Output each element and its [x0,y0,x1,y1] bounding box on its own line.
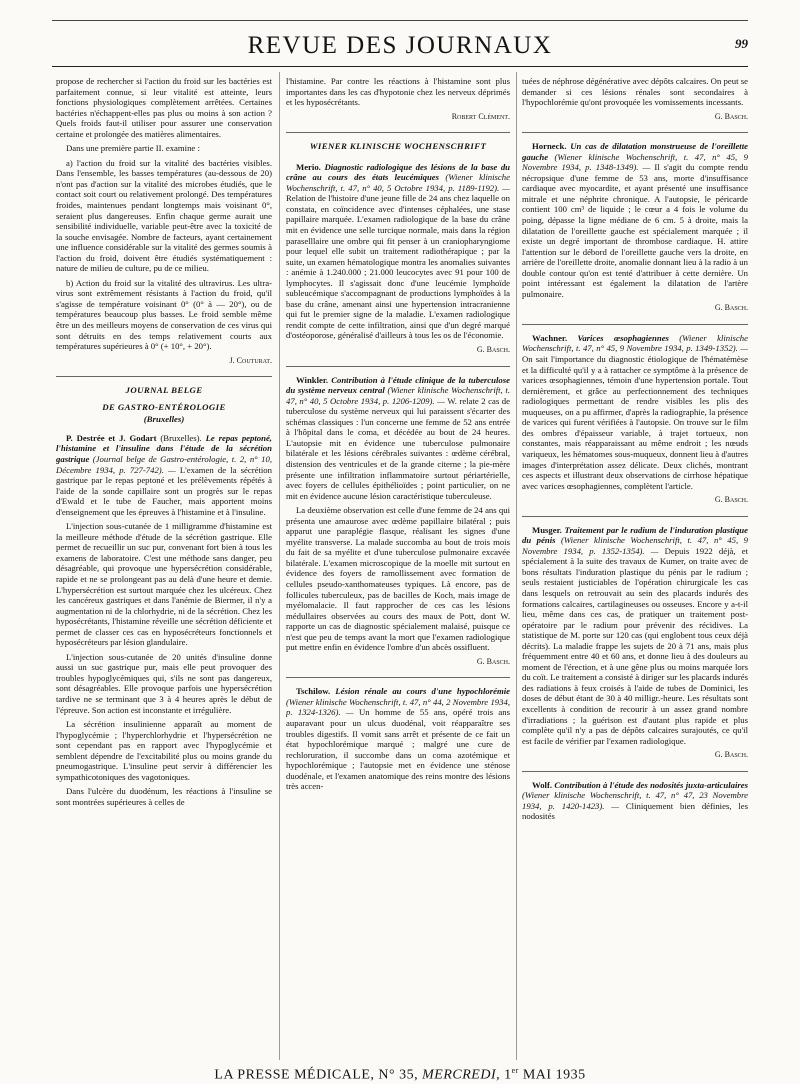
section-title: WIENER KLINISCHE WOCHENSCHRIFT [309,141,487,152]
article-text: On sait l'importance du diagnostic étiologique de l'hématémèse et la difficulté qu'il y a à rattacher ce symptôme à la présence de varices œsophagiennes, témoin d'une hypertension portale. Tout dernièrement, et grâce au perfectionnement des techniques radiologiques permettant de rendre visibles les plis des muqueuses, on a pu affirmer, d'après la radiographie, la présence de varices qui furent vérifiées à l'autopsie. On trouve sur le film des ombres d'épaisseur variable, à trajet tortueux, non constantes, mais réapparaissant au même endroit ; les nœuds variqueux, les hématomes sous-muqueux, donnent lieu à d'autres images d'interprétation assez délicate. Deux clichés, montrant ces aspects et illustrant deux observations de cirrhose hépatique avec varices œsophagiennes, complètent l'article. [522,354,748,491]
article-authors: P. Destrée et J. Godart [66,432,157,443]
article-title: Contribution à l'étude des nodosités juxta-articulaires [552,779,748,790]
article-reference: (Wiener klinische Wochenschrift, t. 47, n° 44, 2 Novembre 1934, p. 1324-1326). — [286,696,510,718]
page-footer [52,1066,748,1084]
paragraph: l'histamine. Par contre les réactions à l'histamine sont plus importantes dans les cas d'hypotonie chez les nerveux déprimés et les hyposécrétants. [286,76,510,108]
article-reference: (Wiener klinische Wochenschrift, t. 47, n° 47, 23 Novembre 1934, p. 1420-1423). — [522,790,748,811]
paragraph: b) Action du froid sur la vitalité des ultravirus. Les ultra-virus sont extrêmement résistants à l'action du froid, qu'il s'agisse de température voisinant 0° (0° à — 20°), ou de températures beaucoup plus basses. Le froid semble même être un des meilleurs moyens de conservation de ces virus qui sont détruits en des temps relativement courts aux températures supérieures à 0° (+ 10°, + 20°). [56,277,272,352]
page-number: 99 [735,36,748,51]
footer-date-num: 1 [504,1067,512,1083]
article-title: Le repas peptoné, l'histamine et l'insuline dans l'étude de la sécrétion gastrique [56,432,272,464]
column-3 [522,76,748,1064]
article-authors: Tschilow. [296,686,331,697]
article-authors: Horneck. [532,141,567,152]
article-rule [286,677,510,678]
article-reference: (Journal belge de Gastro-entérologie, t. 2, n° 10, Décembre 1934, p. 727-742). — [56,453,272,475]
section-subtitle: (Bruxelles) [143,414,185,425]
article-reference: (Wiener klinische Wochenschrift, t. 47, n° 45, 9 Novembre 1934, p. 1349-1352). — [522,332,748,354]
column-2 [286,76,510,1064]
article-text: Relation de l'histoire d'une jeune fille de 24 ans chez laquelle on constata, en coïncidence avec d'intenses céphalées, une stase papillaire marquée. L'examen radiologique de la base du crâne mit en évidence une selle turcique normale, mais dans la région paraselllaire une ombre qui fit penser à un craniopharyngiome pour lequel elle subit un traitement radiothérapique ; par la suite, un examen hématologique montra les anomalies suivantes : anémie à 1.240.000 ; 21.000 leucocytes avec 91 pour 100 de lymphocytes. Il s'agissait donc d'une leucémie lymphoïde subleucémique s'accompagnant de productions lymphoïdes à la base du crâne, amenant ainsi une hypertension intracranienne qui fut le premier signe de la maladie. L'examen radiologique rendit compte de cette infiltration, ainsi que d'un degré marqué d'ostéoporose, généralisé d'ailleurs à tous les os de l'économie. [286,193,510,341]
article-location: (Bruxelles). [156,432,206,443]
article-title: Diagnostic radiologique des lésions de la base du crâne au cours des états leucémiques [286,161,510,183]
paragraph: Dans une première partie II. examine : [66,143,200,154]
signature: G. Basch. [714,111,748,121]
paragraph: propose de rechercher si l'action du froid sur les bactéries est parfaitement connue, si leur vitalité est atteinte, leurs fonctions physiologiques complètement arrêtées. Certaines bactéries n'échappent-elles pas plus ou moins à son action ? Quels froids faut-il utiliser pour assurer une conservation certaine et prolongée des matières alimentaires. [56,76,272,139]
article-text: L'examen de la sécrétion gastrique par le repas peptoné et les prélèvements répétés à l'aide de la sonde capillaire sont un progrès sur le repas d'Ewald et le tube de Faucher, mais apportent moins d'enseignement que les épreuves à l'histamine et à l'insuline. [56,464,272,517]
article-rule [522,771,748,772]
article-title: Un cas de dilatation monstrueuse de l'oreillette gauche [522,141,748,162]
signature: G. Basch. [476,345,510,355]
article-rule [522,132,748,133]
top-rule [52,20,748,21]
article [286,375,510,502]
signature: Robert Clément. [451,111,510,121]
article [522,333,748,491]
article-title: Traitement par le radium de l'induration plastique du pénis [522,524,748,546]
article-rule [286,366,510,367]
signature: G. Basch. [714,303,748,313]
article-text: Cliniquement bien définies, les nodosités [522,800,748,822]
article-authors: Merio. [296,161,321,172]
signature: J. Couturat. [229,355,272,365]
article-reference: (Wiener klinische Wochenschrift, t. 47, n° 45, 9 Novembre 1934, p. 1352-1354). — [522,535,748,556]
article-title: Lésion rénale au cours d'une hypochlorémie [330,686,510,697]
signature: G. Basch. [714,750,748,760]
article [522,525,748,746]
paragraph: La sécrétion insulinienne apparaît au moment de l'hypoglycémie ; l'hyperchlorhydrie et l'hypersécrétion ne sont cependant pas en rapport avec l'hypoglycémie et semblent dépendre de l'excitabilité plus ou moins grande du pneumogastrique. L'insuline peut servir à différencier les sympathicotoniques des vagotoniques. [56,719,272,782]
article-authors: Wolf. [532,779,553,790]
article-reference: (Wiener klinische Wochenschrift, t. 47, n° 40, 5 Octobre 1934, p. 1189-1192). — [286,172,510,193]
signature: G. Basch. [476,656,510,666]
footer-day: MERCREDI, [422,1067,501,1083]
article-title: Varices œsophagiennes [567,332,669,343]
signature: G. Basch. [714,495,748,505]
article [522,780,748,822]
paragraph: La deuxième observation est celle d'une femme de 24 ans qui présenta une amaurose avec œdème papillaire bilatéral ; puis apparut une paraplégie flasque, réalisant les signes d'une myélite transverse. La malade succomba au bout de trois mois du fait de sa myélite et d'une tuberculose pulmonaire excavée bilatérale. L'examen microscopique de la moelle mit surtout en évidence des foyers de ramollissement avec formation de cellules pseudo-xanthomateuses typiques. Là encore, pas de follicules tuberculeux, pas de bacilles de Koch, mais image de myélomalacie. Il faut rapprocher de ces cas les lésions médullaires observées au cours des maux de Pott, dont W. rapporte un cas de diagnostic spécialement malaisé, puisque ce n'est que peu de temps avant la mort que l'examen radiologique put mettre enfin en évidence l'ombre d'un abcès ossifluent. [286,505,510,653]
paragraph: L'injection sous-cutanée de 20 unités d'insuline donne aussi un suc gastrique pur, mais elle peut provoquer des troubles hypoglycémiques qui, s'ils ne sont pas dangereux, sont désagréables. Elle provoque parfois une hypersécrétion tardive ne se terminant que 3 à 4 heures après le début de l'épreuve. Son action est inconstante et irrégulière. [56,651,272,715]
article-rule [522,324,748,325]
section-rule [286,132,510,133]
page-header [52,28,748,62]
article-text: Depuis 1922 déjà, et spécialement à la suite des travaux de Kumer, on traite avec de bons résultats l'induration plastique du pénis par le radium ; seuls restaient justiciables de l'opération chirurgicale les cas dans lesquels on retrouvait au sein des placards indurés des formations calcaires, cartilagineuses ou osseuses. Encore y a-t-il lieu, même dans ces cas, de pratiquer un traitement post-opératoire par le radium pour prévenir des récidives. La statistique de M. porte sur 120 cas (qui englobent tous ceux déjà décrits). La maladie frappe les sujets de 20 à 71 ans, mais plus fréquemment entre 40 et 60 ans, et donne lieu à des douleurs au moment de l'érection, et à une gêne plus ou moins marquée lors du coït. Le traitement a consisté à diriger sur les placards indurés des radiations à feux croisés à l'aide de tubes de Dominici, les doses de début étant de 30 à 40 milligr.-heure. Les résultats sont excellents à condition de recourir à un assez grand nombre d'irradiations ; la guérison est d'autant plus rapide et plus complète qu'il n'y a pas de dépôts calcaires surajoutés, ce qu'il est facile de vérifier par l'examen radiologique. [522,545,748,746]
paragraph: tuées de néphrose dégénérative avec dépôts calcaires. On peut se demander si ces lésions rénales sont secondaires à l'hypochlorémie qu'ont provoquée les vomissements incessants. [522,76,748,108]
article-authors: Musger. [532,524,562,535]
article-authors: Winkler. [296,374,329,385]
paragraph: a) l'action du froid sur la vitalité des bactéries visibles. Dans l'ensemble, les basses températures (au-dessous de 20) n'ont pas d'action sur la vitalité des microbes étudiés, que le contact soit court ou relativement prolongé. Des températures froides, maintenues pendant longtemps mais voisinant 0°, seraient plus dangereuses. Enfin chaque germe aurait une sensibilité individuelle, variable peut-être avec la toxicité de la souche envisagée. Nombre de facteurs, ayant certainement une influence considérable sur la vitalité des germes soumis à l'action du froid, doivent être étudiés systématiquement : nature de milieu de culture, pu de ce milieu. [56,157,272,274]
column-1 [56,76,272,1064]
footer-date-sup: er [511,1066,519,1075]
article-reference: (Wiener klinische Wochenschrift, t. 47, n° 45, 9 Novembre 1934, p. 1348-1349). — [522,151,748,173]
article-rule [522,516,748,517]
header-rule [52,66,748,67]
article-authors: Wachner. [532,332,568,343]
article-text: Il s'agit du compte rendu nécropsique d'une femme de 53 ans, morte d'insuffisance cardiaque avec myocardite, et ayant présenté une insuffisance mitrale et une néphrite chronique. A l'autopsie, le péricarde contient 100 cm³ de liquide ; le cœur a 4 fois le volume du poing, dépasse la ligne médiane de 6 cm. 5 à droite, mais la dilatation de l'oreillette gauche est spécialement marquée ; il existe un degré important de thrombose cardiaque. H. attire l'attention sur le débord de l'oreillette gauche vers la droite, en arrière de l'oreillette droite, anomalie donnant lieu à la radio à un double contour qu'on est tenté d'attribuer à cette dernière. Un point intéressant est également la dilatation de l'artère pulmonaire. [522,162,748,299]
article-title: Contribution à l'étude clinique de la tuberculose du système nerveux central [286,374,510,396]
article [286,162,510,341]
article-text: Un homme de 55 ans, opéré trois ans auparavant pour un ulcus duodénal, voit réapparaître ses troubles digestifs. Il vomit sans arrêt et présente de ce fait un état hypochlorémique marqué ; malgré une cure de rechloruration, il succombe dans un coma azotémique et hypochlorémique ; l'autopsie met en évidence une sténose duodénale, et l'examen anatomique des reins montre des lésions très accen- [286,707,510,792]
paragraph: Dans l'ulcère du duodénum, les réactions à l'insuline se sont montrées supérieures à celles de [56,786,272,807]
footer-publication: LA PRESSE MÉDICALE, N° 35, [214,1067,419,1083]
paragraph: L'injection sous-cutanée de 1 milligramme d'histamine est la meilleure méthode d'étude de la sécrétion gastrique. Elle permet de recueillir un suc pur, convenant fort bien à tous les examens de laboratoire. C'est une méthode sans danger, peu désagréable, qui provoque une hypersécrétion considérable, rapide et ne se prolongeant pas au delà d'une heure et demie. L'hypersécrétion est surtout marquée chez les ulcéreux. Chez les cancéreux gastriques et dans l'anémie de Biermer, il n'y a augmentation ni de la chlorhydrie, ni de la sécrétion. Chez les hyposécrétants, l'histamine réveille une sécrétion déficiente et permet de classer ces cas en hyposécréteurs fonctionnels et hyposécréteurs par lésion glandulaire. [56,521,272,648]
article [286,686,510,791]
section-title: DE GASTRO-ENTÉROLOGIE [102,401,226,412]
article-reference: (Wiener klinische Wochenschrift, t. 47, n° 40, 5 Octobre 1934, p. 1206-1209). — [286,385,510,406]
article [56,433,272,517]
section-rule [56,376,272,377]
article [522,141,748,299]
section-title: JOURNAL BELGE [125,385,203,396]
column-divider [279,72,280,1060]
article-text: W. relate 2 cas de tuberculose du système nerveux qui lui paraissent s'écarter des schémas classiques : l'un concerne une femme de 52 ans entrée à l'hôpital dans le coma, et décédée au bout de 24 heures. L'autopsie mit en évidence une tuberculose pulmonaire bilatérale et les lésions cérébrales suivantes : œdème cérébral, distension des ventricules et de la grande citerne ; la pie-mère présente une infiltration inflammatoire surtout périartérielle, avec foyers de cellules épithélioïdes ; point particulier, on ne mit en évidence aucune lésion caractéristique tuberculeuse. [286,395,510,501]
journal-title: REVUE DES JOURNAUX [247,32,553,59]
footer-month-year: MAI 1935 [522,1067,586,1083]
column-divider [516,72,517,1060]
